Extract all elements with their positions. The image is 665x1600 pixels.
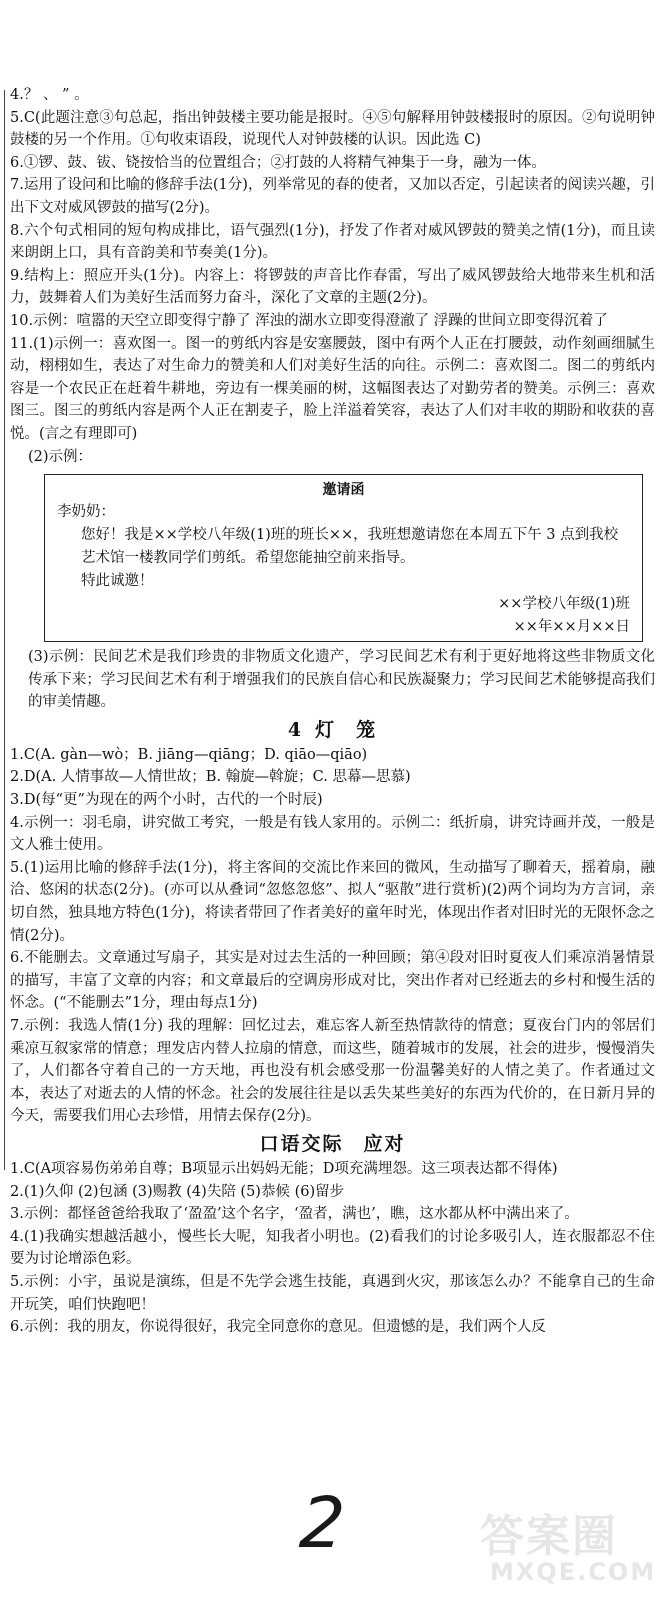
answer-item: 3.示例：都怪爸爸给我取了‘盈盈’这个名字，‘盈者，满也’，瞧，这水都从杯中满出来了。 xyxy=(10,1206,579,1223)
answer-item: (2)示例： xyxy=(28,448,93,465)
answer-item: 4.(1)我确实想越活越小，慢些长大呢，知我者小明也。(2)看我们的讨论多吸引人，连衣服都忍不住要为讨论增添色彩。 xyxy=(10,1228,655,1268)
margin-rule xyxy=(4,90,5,1170)
letter-title: 邀请函 xyxy=(322,482,365,499)
letter-signature: ××学校八年级(1)班 xyxy=(498,596,630,613)
answer-item: 1.C(A. gàn—wò；B. jiāng—qiāng；D. qiāo—qiāo) xyxy=(10,746,368,763)
site-watermark xyxy=(470,1500,657,1590)
answer-content xyxy=(10,84,655,1339)
answer-item: 2.(1)久仰 (2)包涵 (3)赐教 (4)失陪 (5)恭候 (6)留步 xyxy=(10,1183,345,1200)
section-title: 灯 xyxy=(315,718,337,741)
answer-item: 4.示例一：羽毛扇，讲究做工考究，一般是有钱人家用的。示例二：纸折扇，讲究诗画并茂，一般是文人雅士使用。 xyxy=(10,814,655,854)
answer-item: 6.①锣、鼓、钹、铙按恰当的位置组合；②打鼓的人将精气神集于一身，融为一体。 xyxy=(10,154,546,171)
answer-item: 8.六个句式相同的短句构成排比，语气强烈(1分)，抒发了作者对威风锣鼓的赞美之情(1分)，而且读来朗朗上口，具有音韵美和节奏美(1分)。 xyxy=(10,222,655,262)
invitation-letter-box xyxy=(44,474,643,642)
letter-date: ××年××月××日 xyxy=(513,619,630,636)
answer-item: 5.(1)运用比喻的修辞手法(1分)，将主客间的交流比作来回的微风，生动描写了聊着天，摇着扇，融洽、悠闲的状态(2分)。(亦可以从叠词“忽悠忽悠”、拟人“驱散”进行赏析)(2)两个词均为方言词，亲切自然，独具地方特色(1分)，将读者带回了作者美好的童年时光，体现出作者对旧时光的无限怀念之情(2分)。 xyxy=(10,859,655,944)
watermark-url: MXQE.COM xyxy=(490,1558,657,1586)
answer-item: 7.示例：我选人情(1分) 我的理解：回忆过去，难忘客人新至热情款待的情意；夏夜台门内的邻居们乘凉互叙家常的情意；理发店内替人拉扇的情意，而这些，随着城市的发展，社会的进步，慢慢消失了，人们都各守着自己的一方天地，再也没有机会感受那一份温馨美好的人情之美了。作者通过文本，表达了对逝去的人情的怀念。社会的发展往往是以丢失某些美好的东西为代价的，在日新月异的今天，需要我们用心去珍惜，用情去保存(2分)。 xyxy=(10,1018,655,1125)
answer-item: 2.D(A. 人情事故—人情世故；B. 翰旋—斡旋；C. 思幕—思慕) xyxy=(10,769,411,786)
section-title: 笼 xyxy=(356,718,378,741)
handwritten-page-number: 2 xyxy=(297,1482,348,1564)
answer-item: 4.？ 、 ” 。 xyxy=(10,87,89,103)
section-heading xyxy=(10,717,655,743)
answer-item: 6.示例：我的朋友，你说得很好，我完全同意你的意见。但遗憾的是，我们两个人反 xyxy=(10,1319,546,1336)
answer-item: (3)示例：民间艺术是我们珍贵的非物质文化遗产，学习民间艺术有利于更好地将这些非物质文化传承下来；学习民间艺术有利于增强我们的民族自信心和民族凝聚力；学习民间艺术能够提高我们的审美情趣。 xyxy=(28,649,655,711)
answer-item: 11.(1)示例一：喜欢图一。图一的剪纸内容是安塞腰鼓，图中有两个人正在打腰鼓，动作刻画细腻生动，栩栩如生，表达了对生命力的赞美和人们对美好生活的向往。示例二：喜欢图二。图二的剪纸内容是一个农民正在赶着牛耕地，旁边有一棵美丽的树，这幅图表达了对勤劳者的赞美。示例三：喜欢图三。图三的剪纸内容是两个人正在割麦子，脸上洋溢着笑容，表达了人们对丰收的期盼和收获的喜悦。(言之有理即可) xyxy=(10,335,655,442)
watermark-logo: 答案圈 xyxy=(480,1511,618,1562)
section-title: 口语交际 xyxy=(259,1132,344,1155)
answer-item: 5.C(此题注意③句总起，指出钟鼓楼主要功能是报时。④⑤句解释用钟鼓楼报时的原因。②句说明钟鼓楼的另一个作用。①句收束语段，说现代人对钟鼓楼的认识。因此选 C) xyxy=(10,109,655,149)
answer-item: 3.D(每“更”为现在的两个小时，古代的一个时辰) xyxy=(10,792,323,809)
answer-item: 6.不能删去。文章通过写扇子，其实是对过去生活的一种回顾；第④段对旧时夏夜人们乘凉消暑情景的描写，丰富了文章的内容；和文章最后的空调房形成对比，突出作者对已经逝去的乡村和慢生活的怀念。(“不能删去”1分，理由每点1分) xyxy=(10,950,655,1012)
answer-item: 9.结构上：照应开头(1分)。内容上：将锣鼓的声音比作春雷，写出了威风锣鼓给大地带来生机和活力，鼓舞着人们为美好生活而努力奋斗，深化了文章的主题(2分)。 xyxy=(10,267,655,307)
letter-closing: 特此诚邀！ xyxy=(81,573,154,590)
section-title: 应对 xyxy=(363,1132,406,1155)
answer-item: 7.运用了设问和比喻的修辞手法(1分)，列举常见的春的使者，又加以否定，引起读者的阅读兴趣，引出下文对威风锣鼓的描写(2分)。 xyxy=(10,177,655,216)
answer-item: 1.C(A项容易伤弟弟自尊；B项显示出妈妈无能；D项充满埋怨。这三项表达都不得体) xyxy=(10,1160,558,1177)
answer-item: 5.示例：小宇，虽说是演练，但是不先学会逃生技能，真遇到火灾，那该怎么办？不能拿自己的生命开玩笑，咱们快跑吧！ xyxy=(10,1273,655,1313)
answer-item: 10.示例：喧嚣的天空立即变得宁静了 浑浊的湖水立即变得澄澈了 浮躁的世间立即变得沉着了 xyxy=(10,312,608,329)
letter-body: 您好！我是××学校八年级(1)班的班长××，我班想邀请您在本周五下午 3 点到我校艺术馆一楼教同学们剪纸。希望您能抽空前来指导。 xyxy=(81,527,619,567)
section-heading xyxy=(10,1131,655,1157)
section-number: 4 xyxy=(287,718,304,741)
letter-salutation: 李奶奶： xyxy=(57,504,115,521)
